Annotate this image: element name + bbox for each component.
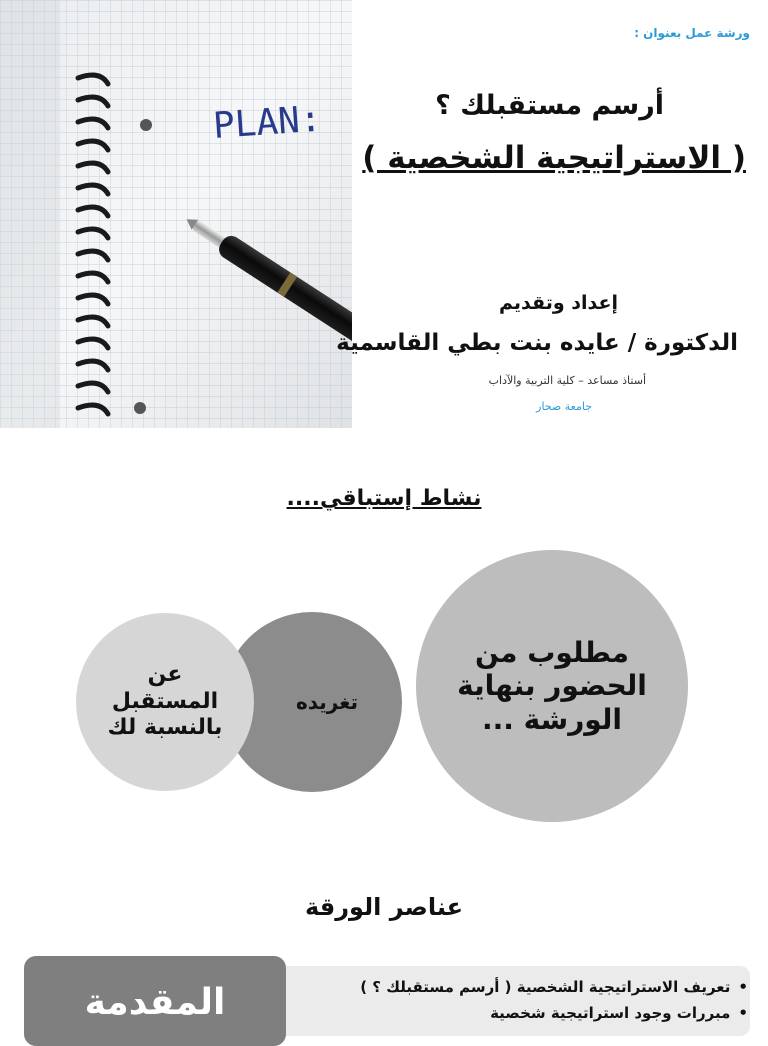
- notebook-pen-photo: [0, 0, 352, 428]
- prepared-by-label: إعداد وتقديم: [499, 292, 618, 314]
- main-title: أرسم مستقبلك ؟: [435, 90, 664, 121]
- circle-requirement: [416, 550, 688, 822]
- list-item: • تعريف الاستراتيجية الشخصية ( أرسم مستقبلك ؟ ): [360, 974, 748, 1000]
- elements-title: عناصر الورقة: [304, 893, 464, 921]
- activity-title: نشاط إستباقي....: [286, 486, 482, 511]
- intro-box: [24, 956, 286, 1046]
- circle-tweet-text: تغريده: [295, 690, 359, 714]
- plan-handwriting: PLAN:: [211, 98, 323, 147]
- author-name: الدكتورة / عايده بنت بطي القاسمية: [336, 330, 738, 356]
- main-subtitle: ( الاستراتيجية الشخصية ): [362, 140, 746, 176]
- circle-requirement-text: مطلوب من الحضور بنهاية الورشة ...: [457, 635, 647, 736]
- list-item: • مبررات وجود استراتيجية شخصية: [360, 1000, 748, 1026]
- workshop-label: ورشة عمل بعنوان :: [634, 26, 750, 40]
- elements-list: [360, 974, 748, 1026]
- circle-future-text: عن المستقبل بالنسبة لك: [107, 662, 223, 741]
- intro-label: المقدمة: [84, 982, 226, 1023]
- author-title: أستاذ مساعد – كلية التربية والآداب: [488, 374, 646, 387]
- circle-future: [76, 613, 254, 791]
- author-university: جامعة صحار: [536, 400, 592, 413]
